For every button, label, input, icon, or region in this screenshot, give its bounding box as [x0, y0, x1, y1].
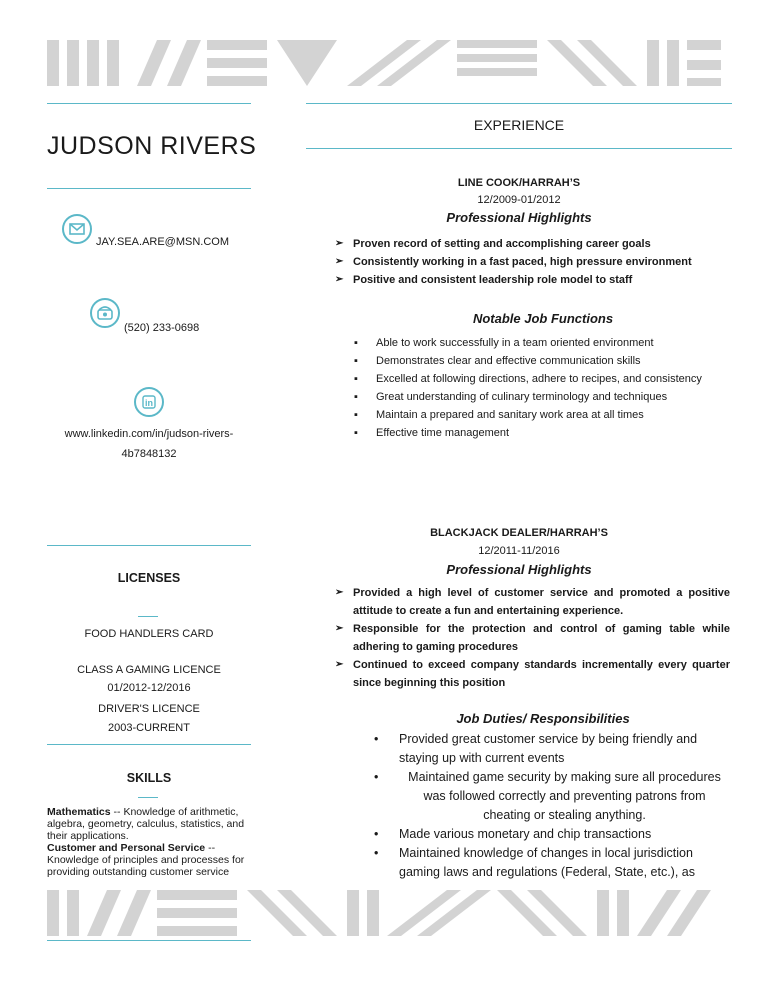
phone-icon: [90, 298, 120, 328]
heading-underline: [138, 797, 158, 798]
divider: [47, 103, 251, 104]
duties-heading: Job Duties/ Responsibilities: [456, 711, 630, 726]
licenses-heading: LICENSES: [117, 571, 181, 585]
skill-separator: --: [205, 842, 216, 854]
list-item: ➢ Provided a high level of customer service and promoted a positive attitude to create a fun and entertaining experience.: [335, 584, 730, 620]
divider: [47, 545, 251, 546]
decorative-header-stripes: [47, 40, 721, 86]
skill-item: [47, 842, 251, 878]
candidate-name: JUDSON RIVERS: [47, 132, 257, 160]
license-item: DRIVER'S LICENCE: [98, 703, 200, 715]
list-item: ▪ Demonstrates clear and effective communication skills: [354, 352, 729, 370]
list-item: ➢ Positive and consistent leadership role model to staff: [335, 271, 730, 289]
job-title: LINE COOK/HARRAH’S: [457, 177, 581, 189]
job-dates: 12/2009-01/2012: [477, 194, 561, 206]
list-item: ➢ Proven record of setting and accomplishing career goals: [335, 235, 730, 253]
list-item: ▪ Maintain a prepared and sanitary work area at all times: [354, 406, 729, 424]
phone-number[interactable]: (520) 233-0698: [124, 322, 200, 334]
functions-heading: Notable Job Functions: [472, 311, 614, 326]
job-title: BLACKJACK DEALER/HARRAH’S: [430, 527, 608, 539]
list-item: • Maintained game security by making sure all procedures was followed correctly and preventing patrons from cheating or stealing anything.: [374, 768, 730, 825]
svg-text:in: in: [145, 398, 153, 408]
divider: [47, 188, 251, 189]
linkedin-url-line1[interactable]: www.linkedin.com/in/judson-rivers-: [64, 428, 234, 440]
skills-list: [47, 806, 251, 878]
license-dates: 01/2012-12/2016: [107, 682, 191, 694]
divider: [47, 940, 251, 941]
highlights-heading: Professional Highlights: [446, 562, 592, 577]
linkedin-icon: [134, 387, 164, 417]
list-item: ▪ Able to work successfully in a team oriented environment: [354, 334, 729, 352]
skill-name: Mathematics: [47, 806, 111, 818]
skill-description: Knowledge of arithmetic, algebra, geometry, calculus, statistics, and their applications.: [47, 806, 245, 842]
linkedin-url-line2[interactable]: 4b7848132: [121, 448, 177, 460]
functions-list: [354, 334, 729, 442]
list-item: • Provided great customer service by being friendly and staying up with current events: [374, 730, 730, 768]
email-icon: [62, 214, 92, 244]
highlights-list: [335, 235, 730, 289]
decorative-footer-stripes: [47, 890, 721, 936]
email-address[interactable]: JAY.SEA.ARE@MSN.COM: [96, 236, 230, 248]
list-item: ▪ Effective time management: [354, 424, 729, 442]
list-item: ➢ Consistently working in a fast paced, high pressure environment: [335, 253, 730, 271]
highlights-heading: Professional Highlights: [446, 210, 592, 225]
skill-name: Customer and Personal Service: [47, 842, 206, 854]
list-item: • Made various monetary and chip transactions: [374, 825, 730, 844]
list-item: • Maintained knowledge of changes in local jurisdiction gaming laws and regulations (Federal, State, etc.), as: [374, 844, 730, 882]
skill-description: Knowledge of principles and processes for providing outstanding customer service: [47, 854, 245, 878]
list-item: ➢ Responsible for the protection and control of gaming table while adhering to gaming procedures: [335, 620, 730, 656]
divider: [47, 744, 251, 745]
highlights-list: [335, 584, 730, 692]
linkedin-url[interactable]: [47, 424, 251, 464]
duties-list: [374, 730, 730, 882]
license-dates: 2003-CURRENT: [108, 722, 190, 734]
divider: [306, 103, 732, 104]
list-item: ▪ Excelled at following directions, adhere to recipes, and consistency: [354, 370, 729, 388]
skills-heading: SKILLS: [126, 771, 172, 785]
experience-heading: EXPERIENCE: [473, 117, 565, 133]
list-item: ➢ Continued to exceed company standards incrementally every quarter since beginning this position: [335, 656, 730, 692]
job-dates: 12/2011-11/2016: [478, 545, 560, 557]
list-item: ▪ Great understanding of culinary terminology and techniques: [354, 388, 729, 406]
license-item: CLASS A GAMING LICENCE: [77, 664, 221, 676]
divider: [306, 148, 732, 149]
heading-underline: [138, 616, 158, 617]
skill-item: [47, 806, 251, 842]
skill-separator: --: [110, 806, 124, 818]
license-item: FOOD HANDLERS CARD: [84, 628, 214, 640]
